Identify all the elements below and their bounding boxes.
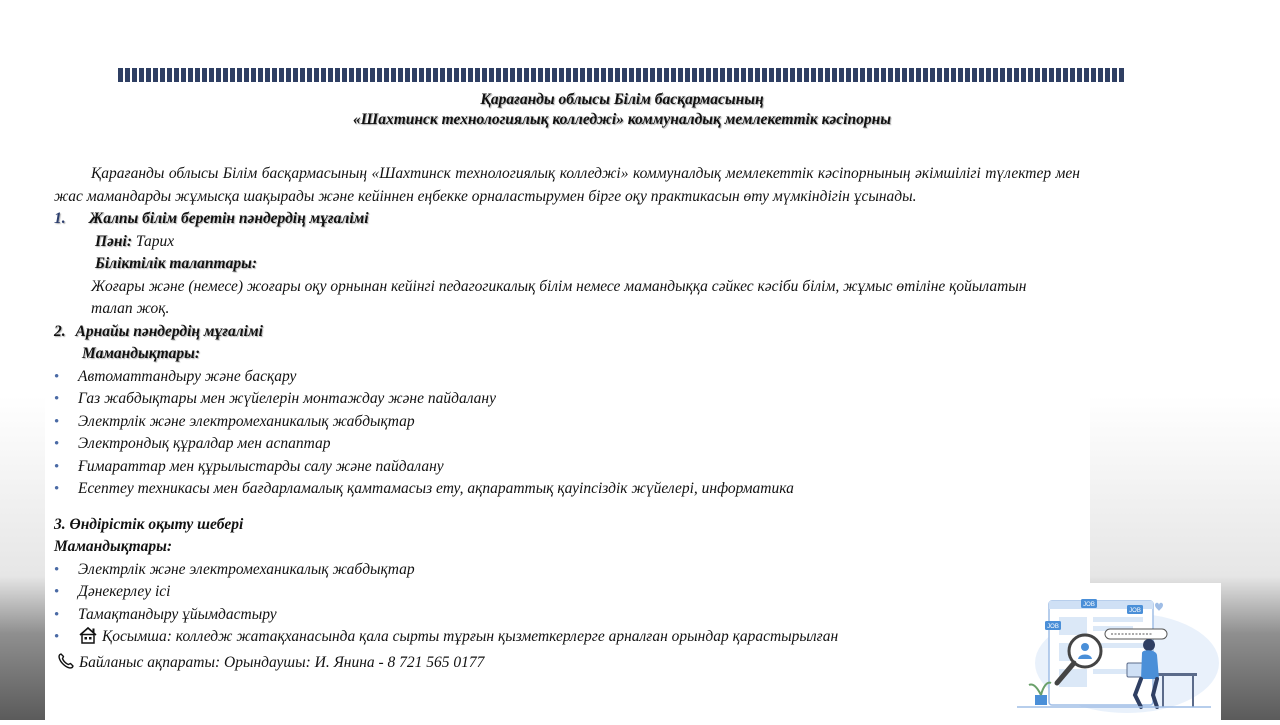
section-3-spec-label: Мамандықтары: — [54, 538, 173, 555]
list-item: • Электрлік және электромеханикалық жабдықтар — [54, 559, 1080, 582]
decorative-stripe-bar — [118, 68, 1126, 82]
list-item: • Есептеу техникасы мен бағдарламалық қамтамасыз ету, ақпараттық қауіпсіздік жүйелері, информатика — [54, 478, 1080, 501]
subject-value: Тарих — [135, 232, 175, 250]
vacancy-content — [45, 157, 1090, 720]
job-search-illustration — [1007, 583, 1221, 720]
house-icon — [78, 626, 98, 652]
spacer — [54, 501, 1080, 514]
list-item: • Тамақтандыру ұйымдастыру — [54, 604, 1080, 627]
job-search-graphic — [1007, 583, 1221, 720]
subject-row — [54, 231, 1080, 254]
section-2-title: Арнайы пәндердің мұғалімі — [75, 322, 263, 340]
section-3-title: 3. Өндірістік оқыту шебері — [54, 515, 244, 533]
list-item: • Ғимараттар мен құрылыстарды салу және пайдалану — [54, 456, 1080, 479]
list-item: • Газ жабдықтары мен жүйелерін монтаждау және пайдалану — [54, 388, 1080, 411]
section-1-title: Жалпы білім беретін пәндердің мұғалімі — [89, 210, 369, 227]
section-1-heading — [54, 208, 1080, 231]
dormitory-note — [54, 626, 1080, 652]
phone-icon — [57, 652, 75, 678]
header-line-1: Қарағанды облысы Білім басқармасының — [480, 91, 764, 108]
subject-label: Пәні: — [95, 232, 133, 250]
list-item: • Электрондық құралдар мен аспаптар — [54, 433, 1080, 456]
requirements-label-row — [54, 253, 1080, 276]
section-1-number: 1. — [54, 210, 66, 227]
requirements-text: Жоғары және (немесе) жоғары оқу орнынан кейінгі педагогикалық білім немесе мамандыққа сәйкес кәсіби білім, жұмыс өтіліне қойылатын талап жоқ. — [91, 277, 1027, 317]
contact-row — [54, 652, 1080, 678]
section-2-spec-label: Мамандықтары: — [82, 345, 201, 362]
header-line-2: «Шахтинск технологиялық колледжі» коммуналдық мемлекеттік кәсіпорны — [353, 111, 891, 128]
section-2-number: 2. — [54, 322, 66, 340]
dormitory-note-text: Қосымша: колледж жатақханасында қала сырты тұрғын қызметкерлерге арналған орындар қарастырылған — [102, 628, 839, 645]
svg-text:JOB: JOB — [1129, 608, 1141, 614]
requirements-label: Біліктілік талаптары: — [95, 255, 258, 272]
page-header — [0, 90, 1244, 130]
svg-text:JOB: JOB — [1047, 624, 1059, 630]
section-2-heading — [54, 321, 1080, 344]
svg-text:JOB: JOB — [1083, 602, 1095, 608]
contact-text: Байланыс ақпараты: Орындаушы: И. Янина - 8 721 565 0177 — [79, 653, 485, 671]
list-item: • Автоматтандыру және басқару — [54, 366, 1080, 389]
list-item: • Дәнекерлеу ісі — [54, 581, 1080, 604]
section-2-spec-row — [54, 343, 1080, 366]
intro-paragraph: Қарағанды облысы Білім басқармасының «Шахтинск технологиялық колледжі» коммуналдық мемлекеттік кәсіпорнының әкімшілігі түлектер мен жас мамандарды жұмысқа шақырады және кейіннен еңбекке орналастырумен бірге оқу практикасын өту мүмкіндігін ұсынады. — [54, 165, 1080, 205]
list-item: • Электрлік және электромеханикалық жабдықтар — [54, 411, 1080, 434]
